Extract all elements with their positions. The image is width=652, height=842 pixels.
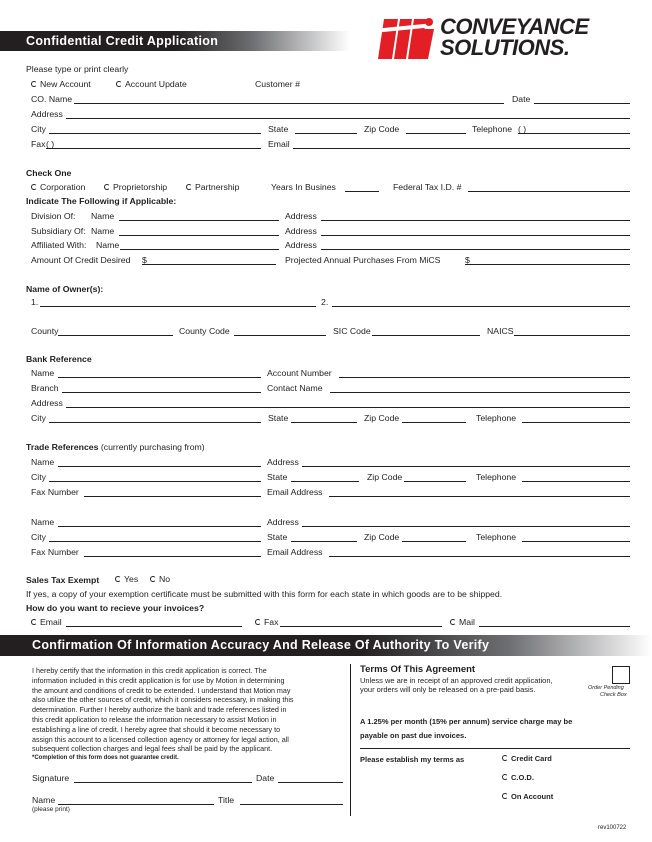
city-label: City: [31, 124, 46, 134]
terms-heading: Terms Of This Agreement: [360, 664, 476, 675]
corporation-option[interactable]: Corporation: [31, 182, 85, 192]
sic-code-field[interactable]: [372, 335, 480, 336]
invoice-question: How do you want to recieve your invoices?: [26, 603, 205, 613]
print-name-field[interactable]: [58, 804, 214, 805]
charge-line-2: payable on past due invoices.: [360, 731, 467, 740]
zip-label: Zip Code: [364, 124, 400, 134]
owner-2-field[interactable]: [332, 306, 630, 307]
invoice-mail-field[interactable]: [479, 626, 630, 627]
signature-label: Signature: [32, 773, 70, 783]
print-name-label: Name: [32, 795, 56, 805]
contact-name-field[interactable]: [330, 392, 630, 393]
confirm-date-label: Date: [256, 773, 275, 783]
terms-line-1: Unless we are in receipt of an approved credit application,: [360, 676, 553, 685]
order-pending-checkbox[interactable]: [612, 666, 630, 684]
subsidiary-name-field[interactable]: [119, 235, 279, 236]
bank-heading: Bank Reference: [26, 354, 92, 364]
invoice-mail-option[interactable]: Mail: [450, 617, 475, 627]
amount-credit-label: Amount Of Credit Desired: [31, 255, 131, 265]
trade2-state-field[interactable]: [291, 541, 357, 542]
owners-heading: Name of Owner(s):: [26, 284, 104, 294]
terms-divider: [360, 748, 630, 749]
telephone-field[interactable]: [518, 133, 630, 134]
logo-line-1: CONVEYANCE: [440, 14, 589, 39]
zip-field[interactable]: [406, 133, 466, 134]
bank-zip-label: Zip Code: [364, 413, 400, 423]
affiliated-address-field[interactable]: [321, 249, 630, 250]
form-title: Confidential Credit Application: [26, 34, 219, 48]
invoice-email-option[interactable]: Email: [31, 617, 62, 627]
sic-code-label: SIC Code: [333, 326, 371, 336]
radio-icon: [104, 184, 110, 190]
county-code-field[interactable]: [234, 335, 326, 336]
bank-state-field[interactable]: [291, 422, 357, 423]
trade1-city-field[interactable]: [49, 481, 261, 482]
city-field[interactable]: [49, 133, 261, 134]
owner-1-label: 1.: [31, 297, 39, 307]
trade1-email-field[interactable]: [329, 496, 630, 497]
confirmation-title: Confirmation Of Information Accuracy And Release Of Authority To Verify: [32, 638, 490, 652]
federal-tax-field[interactable]: [468, 191, 630, 192]
check-one-heading: Check One: [26, 168, 72, 178]
bank-address-field[interactable]: [66, 407, 630, 408]
radio-icon: [502, 755, 508, 761]
radio-icon: [150, 576, 156, 582]
subsidiary-address-field[interactable]: [321, 235, 630, 236]
radio-icon: [31, 619, 37, 625]
bank-city-field[interactable]: [49, 422, 261, 423]
subsidiary-address-label: Address: [285, 226, 317, 236]
trade1-name-label: Name: [31, 457, 55, 467]
telephone-area: ( ): [518, 124, 527, 134]
email-field[interactable]: [293, 148, 630, 149]
check-box-label: Check Box: [600, 692, 627, 698]
division-name-label: Name: [91, 211, 115, 221]
trade1-telephone-field[interactable]: [522, 481, 630, 482]
trade2-telephone-label: Telephone: [476, 532, 517, 542]
credit-card-option[interactable]: Credit Card: [502, 754, 552, 764]
trade2-email-label: Email Address: [267, 547, 323, 557]
radio-icon: [186, 184, 192, 190]
radio-icon: [450, 619, 456, 625]
affiliated-address-label: Address: [285, 240, 317, 250]
projected-field[interactable]: [465, 264, 630, 265]
federal-tax-label: Federal Tax I.D. #: [393, 182, 462, 192]
indicate-heading: Indicate The Following if Applicable:: [26, 196, 177, 206]
radio-icon: [502, 774, 508, 780]
on-account-option[interactable]: On Account: [502, 792, 553, 802]
bank-telephone-label: Telephone: [476, 413, 517, 423]
projected-dollar: $: [465, 255, 470, 265]
trade1-email-label: Email Address: [267, 487, 323, 497]
address-field[interactable]: [66, 118, 630, 119]
email-label: Email: [268, 139, 290, 149]
trade1-address-label: Address: [267, 457, 299, 467]
order-pending-label: Order Pending: [588, 685, 624, 691]
trade2-zip-field[interactable]: [402, 541, 466, 542]
radio-icon: [116, 81, 122, 87]
please-print-label: (please print): [32, 806, 70, 813]
amount-dollar: $: [142, 255, 147, 265]
new-account-option[interactable]: New Account: [31, 79, 91, 89]
bank-state-label: State: [268, 413, 289, 423]
affiliated-name-field[interactable]: [120, 249, 279, 250]
invoice-fax-field[interactable]: [280, 626, 442, 627]
certification-paragraph: I hereby certify that the information in this credit application is correct. The information included in this credit application is for use by Motion in determining the amount and conditions of credit to be extended. I understand that Motion may also utilize the other sources of credit, which it considers necessary, in making this determination. Further I hereby authorize the bank and trade references listed in this credit application to release the information necessary to assist Motion in establishing a line of credit. I hereby agree that should it become necessary to assign this account to a licensed collection agency or attorney for legal action, all subsequent collection charges and legal fees shall be paid by the applicant. *Completion of this form does not guarantee credit.: [32, 666, 294, 762]
confirm-date-field[interactable]: [278, 782, 343, 783]
trade1-state-label: State: [267, 472, 288, 482]
state-field[interactable]: [295, 133, 357, 134]
trade1-state-field[interactable]: [291, 481, 359, 482]
trade1-address-field[interactable]: [302, 466, 630, 467]
customer-number-label: Customer #: [255, 79, 300, 89]
subsidiary-name-label: Name: [91, 226, 115, 236]
branch-field[interactable]: [62, 392, 261, 393]
terms-line-2: your orders will only be released on a pre-paid basis.: [360, 685, 536, 694]
bank-name-label: Name: [31, 368, 55, 378]
amount-credit-field[interactable]: [142, 264, 276, 265]
tax-note: If yes, a copy of your exemption certificate must be submitted with this form for each state in which goods are to be shipped.: [26, 589, 503, 599]
bank-name-field[interactable]: [58, 377, 261, 378]
trade2-address-field[interactable]: [302, 526, 630, 527]
trade-heading: Trade References (currently purchasing from): [26, 442, 205, 452]
radio-icon: [255, 619, 261, 625]
trade2-zip-label: Zip Code: [364, 532, 400, 542]
years-field[interactable]: [345, 191, 379, 192]
branch-label: Branch: [31, 383, 59, 393]
address-label: Address: [31, 109, 63, 119]
years-label: Years In Busines: [271, 182, 336, 192]
co-name-label: CO. Name: [31, 94, 73, 104]
contact-name-label: Contact Name: [267, 383, 323, 393]
trade2-telephone-field[interactable]: [522, 541, 630, 542]
division-name-field[interactable]: [119, 220, 279, 221]
account-update-option[interactable]: Account Update: [116, 79, 187, 89]
sales-tax-heading: Sales Tax Exempt: [26, 575, 100, 585]
logo-mark-icon: [374, 17, 438, 61]
trade1-zip-field[interactable]: [404, 481, 466, 482]
date-field[interactable]: [534, 103, 630, 104]
trade1-name-field[interactable]: [58, 466, 261, 467]
establish-terms-label: Please establish my terms as: [360, 755, 465, 764]
date-label: Date: [512, 94, 531, 104]
trade2-address-label: Address: [267, 517, 299, 527]
signature-field[interactable]: [74, 782, 252, 783]
trade2-name-label: Name: [31, 517, 55, 527]
trade2-city-label: City: [31, 532, 46, 542]
trade2-city-field[interactable]: [49, 541, 261, 542]
bank-zip-field[interactable]: [402, 422, 466, 423]
invoice-email-field[interactable]: [66, 626, 242, 627]
column-divider: [350, 664, 351, 816]
trade2-state-label: State: [267, 532, 288, 542]
invoice-fax-option[interactable]: Fax: [255, 617, 278, 627]
division-address-field[interactable]: [321, 220, 630, 221]
proprietorship-option[interactable]: Proprietorship: [104, 182, 167, 192]
radio-icon: [31, 81, 37, 87]
co-name-field[interactable]: [74, 103, 504, 104]
radio-icon: [115, 576, 121, 582]
account-number-label: Account Number: [267, 368, 332, 378]
tax-yes-option[interactable]: Yes: [115, 574, 138, 584]
header-bar: [0, 31, 350, 51]
cod-option[interactable]: C.O.D.: [502, 773, 534, 783]
division-address-label: Address: [285, 211, 317, 221]
owner-1-field[interactable]: [40, 306, 316, 307]
telephone-label: Telephone: [472, 124, 513, 134]
instruction-text: Please type or print clearly: [26, 64, 129, 74]
company-logo: [374, 14, 644, 62]
fax-area: ( ): [46, 139, 55, 149]
bank-city-label: City: [31, 413, 46, 423]
projected-label: Projected Annual Purchases From MiCS: [285, 255, 441, 265]
trade2-name-field[interactable]: [58, 526, 261, 527]
logo-line-2: SOLUTIONS.: [440, 35, 570, 60]
owner-2-label: 2.: [321, 297, 329, 307]
county-field[interactable]: [58, 335, 173, 336]
trade2-email-field[interactable]: [329, 556, 630, 557]
partnership-option[interactable]: Partnership: [186, 182, 239, 192]
bank-telephone-field[interactable]: [522, 422, 630, 423]
trade1-fax-label: Fax Number: [31, 487, 79, 497]
naics-label: NAICS: [487, 326, 514, 336]
trade1-city-label: City: [31, 472, 46, 482]
trade1-telephone-label: Telephone: [476, 472, 517, 482]
bank-address-label: Address: [31, 398, 63, 408]
radio-icon: [31, 184, 37, 190]
confirmation-bar: [0, 635, 652, 656]
revision-label: rev100722: [598, 825, 627, 831]
county-label: County: [31, 326, 59, 336]
trade2-fax-field[interactable]: [84, 556, 261, 557]
trade1-zip-label: Zip Code: [367, 472, 403, 482]
title-label: Title: [218, 795, 235, 805]
county-code-label: County Code: [179, 326, 230, 336]
naics-field[interactable]: [514, 335, 630, 336]
affiliated-label: Affiliated With:: [31, 240, 87, 250]
title-field[interactable]: [240, 804, 343, 805]
fax-field[interactable]: [46, 148, 261, 149]
tax-no-option[interactable]: No: [150, 574, 170, 584]
division-label: Division Of:: [31, 211, 76, 221]
charge-line-1: A 1.25% per month (15% per annum) service charge may be: [360, 717, 573, 726]
trade2-fax-label: Fax Number: [31, 547, 79, 557]
subsidiary-label: Subsidiary Of:: [31, 226, 86, 236]
radio-icon: [502, 793, 508, 799]
account-number-field[interactable]: [339, 377, 630, 378]
state-label: State: [268, 124, 289, 134]
affiliated-name-label: Name: [96, 240, 120, 250]
trade1-fax-field[interactable]: [84, 496, 261, 497]
fax-label: Fax: [31, 139, 46, 149]
